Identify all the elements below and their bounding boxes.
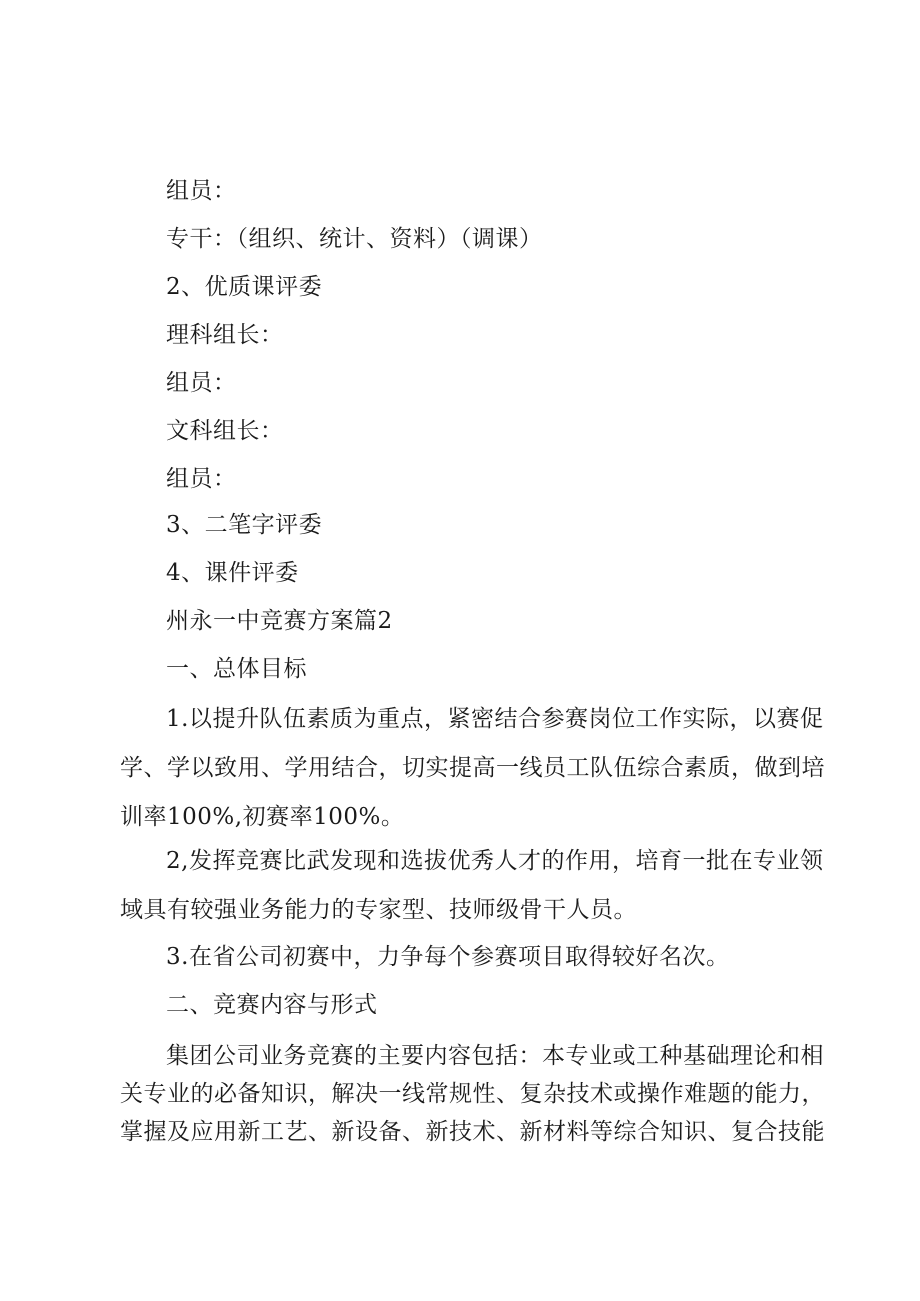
- members-label-2: 组员：: [166, 370, 237, 396]
- section-heading-content: 二、竞赛内容与形式: [166, 992, 378, 1018]
- text-line: 1.以提升队伍素质为重点，紧密结合参赛岗位工作实际，以赛促: [166, 706, 824, 732]
- goal-paragraph-3: 3.在省公司初赛中，力争每个参赛项目取得较好名次。: [166, 944, 730, 970]
- arts-leader-label: 文科组长：: [166, 418, 284, 444]
- section-heading-goals: 一、总体目标: [166, 656, 307, 682]
- text-line: 掌握及应用新工艺、新设备、新技术、新材料等综合知识、复合技能: [120, 1119, 825, 1145]
- content-paragraph: [120, 1037, 825, 1151]
- text-line: 2,发挥竞赛比武发现和选拔优秀人才的作用，培育一批在专业领: [166, 848, 824, 874]
- members-label-1: 组员：: [166, 178, 237, 204]
- text-line: 关专业的必备知识，解决一线常规性、复杂技术或操作难题的能力，: [120, 1081, 825, 1107]
- staff-line: 专干：（组织、统计、资料）（调课）: [166, 226, 543, 252]
- courseware-judges-heading: 4、课件评委: [166, 560, 299, 586]
- goal-paragraph-2: [120, 837, 824, 935]
- text-line: 训率100%,初赛率100%。: [120, 804, 405, 830]
- calligraphy-judges-heading: 3、二笔字评委: [166, 512, 323, 538]
- competition-plan-title: 州永一中竞赛方案篇2: [166, 608, 393, 634]
- science-leader-label: 理科组长：: [166, 322, 284, 348]
- quality-class-judges-heading: 2、优质课评委: [166, 274, 323, 300]
- members-label-3: 组员：: [166, 466, 237, 492]
- text-line: 域具有较强业务能力的专家型、技师级骨干人员。: [120, 897, 637, 923]
- text-line: 集团公司业务竞赛的主要内容包括：本专业或工种基础理论和相: [166, 1043, 824, 1069]
- goal-paragraph-1: [120, 695, 825, 842]
- text-line: 学、学以致用、学用结合，切实提高一线员工队伍综合素质，做到培: [120, 755, 825, 781]
